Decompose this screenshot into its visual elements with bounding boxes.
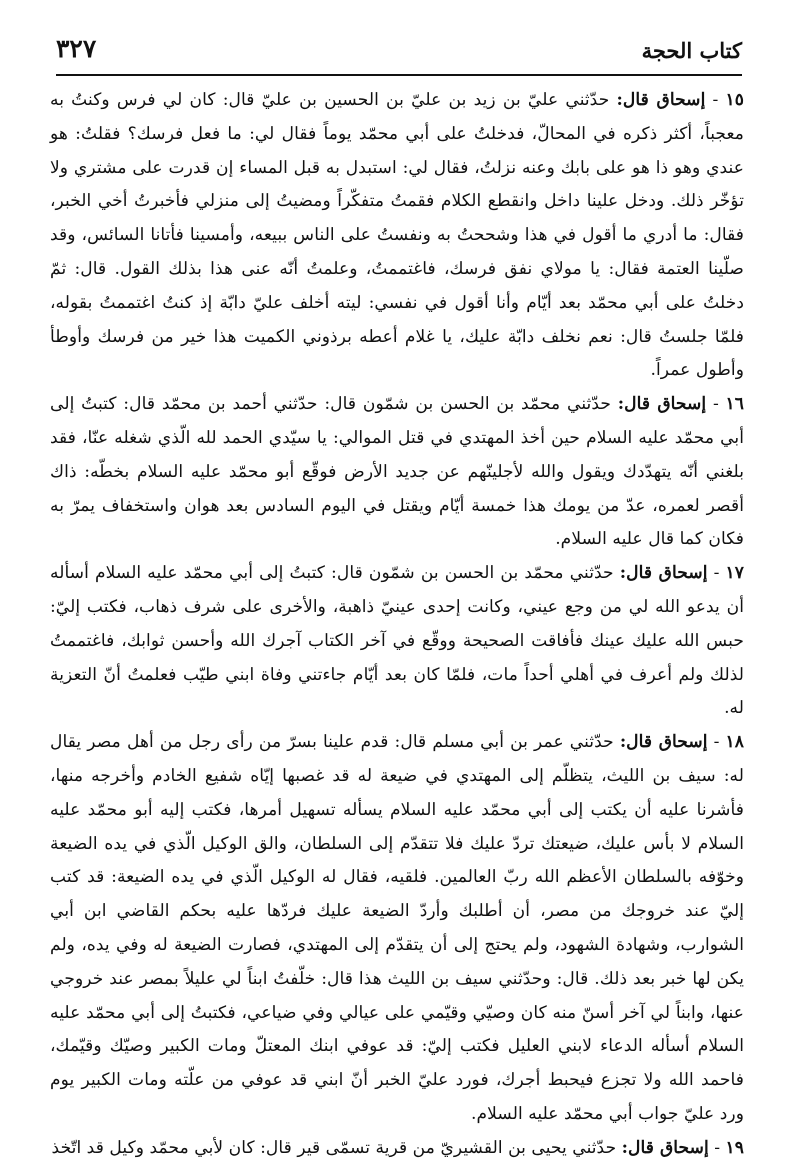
- hadith-paragraph-19: ١٩ - إسحاق قال: حدّثني يحيى بن القشيريّ من قرية تسمّى قير قال: كان لأبي محمّد وكيل قد اتّخذ: [51, 1137, 744, 1158]
- hadith-paragraph-18: ١٨ - إسحاق قال: حدّثني عمر بن أبي مسلم قال: قدم علينا بسرّ من رأى رجل من أهل مصر يقال له: سيف بن الليث، يتظلّم إلى المهتدي في ضيعة له قد غصبها إيّاه شفيع الخادم وأخرجه منها، فأشرنا عليه أن يكتب إلى أبي محمّد عليه السلام يسأله تسهيل أمرها، فكتب إليه أبو محمّد عليه السلام لا بأس عليك، ضيعتك تردّ عليك فلا تتقدّم إلى السلطان، والق الوكيل الّذي في يده الضيعة وخوّفه بالسلطان الأعظم الله ربّ العالمين. فلقيه، فقال له الوكيل الّذي في يده الضيعة: قد كتب إليّ عند خروجك من مصر، أن أطلبك وأردّ الضيعة عليك فردّها عليه بحكم القاضي ابن أبي الشوارب، وشهادة الشهود، ولم يحتج إلى أن يتقدّم إلى المهتدي، فصارت الضيعة له وفي يده، ولم يكن لها خبر بعد ذلك. قال: وحدّثني سيف بن الليث هذا قال: خلّفتُ ابناً لي عليلاً بمصر عند خروجي عنها، وابناً لي آخر أسنّ منه كان وصيّي وقيّمي على عيالي وفي ضياعي، فكتبتُ إلى أبي محمّد عليه السلام أسأله الدعاء لابني العليل فكتب إليّ: قد عوفي ابنك المعتلّ ومات الكبير وصيّك وقيّمك، فاحمد الله ولا تجزع فيحبط أجرك، فورد عليّ الخبر أنّ ابني قد عوفي من علّته ومات الكبير يوم ورد عليّ جواب أبي محمّد عليه السلام.: [50, 732, 745, 1124]
- narrator-phrase: إسحاق قال:: [616, 90, 706, 110]
- hadith-paragraph-17: ١٧ - إسحاق قال: حدّثني محمّد بن الحسن بن شمّون قال: كتبتُ إلى أبي محمّد عليه السلام أسأله أن يدعو الله لي من وجع عيني، وكانت إحدى عينيّ ذاهبة، والأخرى على شرف ذهاب، فكتب إليّ: حبس الله عليك عينك فأفاقت الصحيحة ووقّع في آخر الكتاب آجرك الله وأحسن ثوابك، فاغتممتُ لذلك ولم أعرف في أهلي أحداً مات، فلمّا كان بعد أيّام جاءتني وفاة ابني طيّب فعلمتُ أنّ التعزية له.: [50, 563, 745, 719]
- hadith-number: ١٩: [725, 1137, 744, 1158]
- hadith-paragraph-15: ١٥ - إسحاق قال: حدّثني عليّ بن زيد بن عليّ بن الحسين بن عليّ قال: كان لي فرس وكنتُ به معجباً، أكثر ذكره في المحالّ، فدخلتُ على أبي محمّد يوماً فقال لي: ما فعل فرسك؟ فقلتُ: هو عندي وهو ذا هو على بابك وعنه نزلتُ، فقال لي: استبدل به قبل المساء إن قدرت على مشتري ولا تؤخّر ذلك. ودخل علينا داخل وانقطع الكلام فقمتُ متفكّراً ومضيتُ إلى منزلي فأخبرتُ أخي الخبر، فقال: ما أدري ما أقول في هذا وشححتُ به ونفستُ على الناس ببيعه، وأمسينا فأتانا السائس، وقد صلّينا العتمة فقال: يا مولاي نفق فرسك، فاغتممتُ، وعلمتُ أنّه عنى هذا بذلك القول. قال: ثمّ دخلتُ على أبي محمّد بعد أيّام وأنا أقول في نفسي: ليته أخلف عليّ دابّة إذ كنتُ اغتممتُ بقوله، فلمّا جلستُ قال: نعم نخلف دابّة عليك، يا غلام أعطه برذوني الكميت هذا خير من فرسك وأوطأ وأطول عمراً.: [50, 90, 744, 381]
- hadith-paragraph-16: ١٦ - إسحاق قال: حدّثني محمّد بن الحسن بن شمّون قال: حدّثني أحمد بن محمّد قال: كتبتُ إلى أبي محمّد عليه السلام حين أخذ المهتدي في قتل الموالي: يا سيّدي الحمد لله الّذي شغله عنّا، فقد بلغني أنّه يتهدّدك ويقول والله لأجلينّهم عن جديد الأرض فوقّع أبو محمّد عليه السلام بخطّه: ذاك أقصر لعمره، عدّ من يومك هذا خمسة أيّام ويقتل في اليوم السادس بعد هوان واستخفاف يمرّ به فكان كما قال عليه السلام.: [50, 394, 745, 550]
- hadith-number: ١٦: [725, 394, 745, 415]
- page-number: ٣٢٧: [56, 34, 97, 63]
- narrator-phrase: إسحاق قال:: [619, 563, 708, 584]
- header-divider: [56, 74, 742, 76]
- page-body: [50, 84, 745, 1158]
- narrator-phrase: إسحاق قال:: [621, 1137, 709, 1158]
- page-header: [56, 30, 742, 72]
- hadith-number: ١٥: [725, 90, 744, 110]
- hadith-text: حدّثني عليّ بن زيد بن عليّ بن الحسين بن عليّ قال: كان لي فرس وكنتُ به معجباً، أكثر ذكره في المحالّ، فدخلتُ على أبي محمّد يوماً فقال لي: ما فعل فرسك؟ فقلتُ: هو عندي وهو ذا هو على بابك وعنه نزلتُ، فقال لي: استبدل به قبل المساء إن قدرت على مشتري ولا تؤخّر ذلك. ودخل علينا داخل وانقطع الكلام فقمتُ متفكّراً ومضيتُ إلى منزلي فأخبرتُ أخي الخبر، فقال: ما أدري ما أقول في هذا وشححتُ به ونفستُ على الناس ببيعه، وأمسينا فأتانا السائس، وقد صلّينا العتمة فقال: يا مولاي نفق فرسك، فاغتممتُ، وعلمتُ أنّه عنى هذا بذلك القول. قال: ثمّ دخلتُ على أبي محمّد بعد أيّام وأنا أقول في نفسي: ليته أخلف عليّ دابّة إذ كنتُ اغتممتُ بقوله، فلمّا جلستُ قال: نعم نخلف دابّة عليك، يا غلام أعطه برذوني الكميت هذا خير من فرسك وأوطأ وأطول عمراً.: [50, 90, 744, 381]
- book-title: كتاب الحجة: [641, 38, 742, 63]
- hadith-text: حدّثني محمّد بن الحسن بن شمّون قال: كتبتُ إلى أبي محمّد عليه السلام أسأله أن يدعو الله لي من وجع عيني، وكانت إحدى عينيّ ذاهبة، والأخرى على شرف ذهاب، فكتب إليّ: حبس الله عليك عينك فأفاقت الصحيحة ووقّع في آخر الكتاب آجرك الله وأحسن ثوابك، فاغتممتُ لذلك ولم أعرف في أهلي أحداً مات، فلمّا كان بعد أيّام جاءتني وفاة ابني طيّب فعلمتُ أنّ التعزية له.: [50, 563, 744, 719]
- hadith-number: ١٧: [725, 563, 745, 584]
- narrator-phrase: إسحاق قال:: [619, 732, 708, 753]
- hadith-text: حدّثني يحيى بن القشيريّ من قرية تسمّى قير قال: كان لأبي محمّد وكيل قد اتّخذ: [51, 1137, 617, 1158]
- hadith-text: حدّثني عمر بن أبي مسلم قال: قدم علينا بسرّ من رأى رجل من أهل مصر يقال له: سيف بن الليث، يتظلّم إلى المهتدي في ضيعة له قد غصبها إيّاه شفيع الخادم وأخرجه منها، فأشرنا عليه أن يكتب إلى أبي محمّد عليه السلام يسأله تسهيل أمرها، فكتب إليه أبو محمّد عليه السلام لا بأس عليك، ضيعتك تردّ عليك فلا تتقدّم إلى السلطان، والق الوكيل الّذي في يده الضيعة وخوّفه بالسلطان الأعظم الله ربّ العالمين. فلقيه، فقال له الوكيل الّذي في يده الضيعة: قد كتب إليّ عند خروجك من مصر، أن أطلبك وأردّ الضيعة عليك فردّها عليه بحكم القاضي ابن أبي الشوارب، وشهادة الشهود، ولم يحتج إلى أن يتقدّم إلى المهتدي، فصارت الضيعة له وفي يده، ولم يكن لها خبر بعد ذلك. قال: وحدّثني سيف بن الليث هذا قال: خلّفتُ ابناً لي عليلاً بمصر عند خروجي عنها، وابناً لي آخر أسنّ منه كان وصيّي وقيّمي على عيالي وفي ضياعي، فكتبتُ إلى أبي محمّد عليه السلام أسأله الدعاء لابني العليل فكتب إليّ: قد عوفي ابنك المعتلّ ومات الكبير وصيّك وقيّمك، فاحمد الله ولا تجزع فيحبط أجرك، فورد عليّ الخبر أنّ ابني قد عوفي من علّته ومات الكبير يوم ورد عليّ جواب أبي محمّد عليه السلام.: [50, 732, 744, 1124]
- hadith-number: ١٨: [725, 732, 745, 753]
- narrator-phrase: إسحاق قال:: [617, 394, 707, 415]
- hadith-text: حدّثني محمّد بن الحسن بن شمّون قال: حدّثني أحمد بن محمّد قال: كتبتُ إلى أبي محمّد عليه السلام حين أخذ المهتدي في قتل الموالي: يا سيّدي الحمد لله الّذي شغله عنّا، فقد بلغني أنّه يتهدّدك ويقول والله لأجلينّهم عن جديد الأرض فوقّع أبو محمّد عليه السلام بخطّه: ذاك أقصر لعمره، عدّ من يومك هذا خمسة أيّام ويقتل في اليوم السادس بعد هوان واستخفاف يمرّ به فكان كما قال عليه السلام.: [50, 394, 744, 550]
